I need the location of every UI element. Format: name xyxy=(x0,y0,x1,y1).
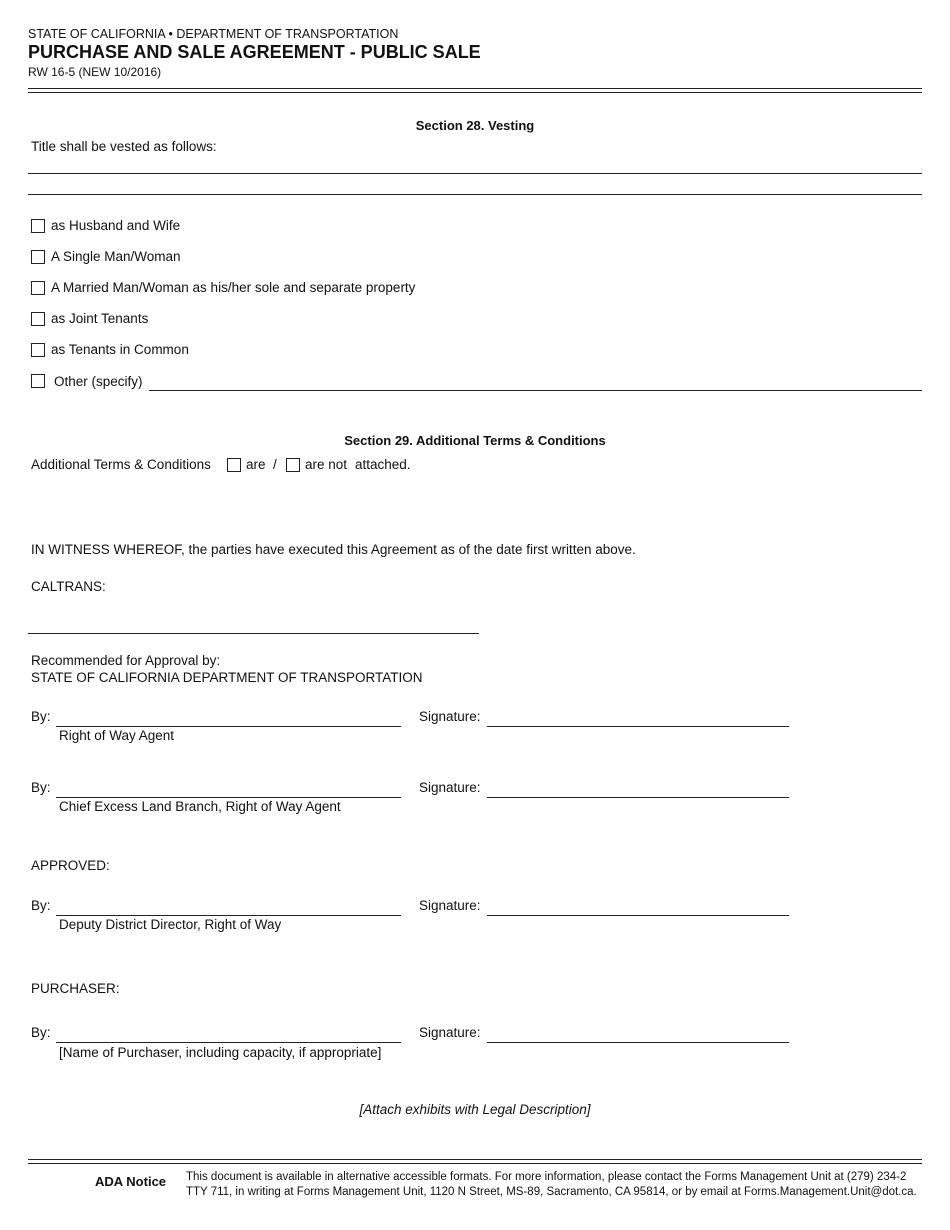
terms-label: Additional Terms & Conditions xyxy=(31,457,211,472)
approved-label: APPROVED: xyxy=(31,858,110,873)
checkbox-husband-wife[interactable] xyxy=(31,219,45,233)
vesting-line-2[interactable] xyxy=(28,194,922,195)
option-joint-tenants: as Joint Tenants xyxy=(51,311,149,326)
section28-heading: Section 28. Vesting xyxy=(415,118,535,133)
ada-notice-title: ADA Notice xyxy=(95,1174,167,1189)
header-rule-top xyxy=(28,88,922,89)
other-specify-line[interactable] xyxy=(149,390,922,391)
ada-notice-body xyxy=(186,1170,950,1200)
caltrans-label: CALTRANS: xyxy=(31,579,106,594)
deputy-name-line[interactable] xyxy=(56,915,401,916)
checkbox-married-separate[interactable] xyxy=(31,281,45,295)
purchaser-title: [Name of Purchaser, including capacity, if appropriate] xyxy=(59,1045,382,1060)
option-single: A Single Man/Woman xyxy=(51,249,181,264)
terms-attached: attached. xyxy=(355,457,411,472)
ada-notice-line1: This document is available in alternative accessible formats. For more information, please contact the Forms Management Unit at (279) 234-2 xyxy=(186,1171,907,1183)
caltrans-signature-line[interactable] xyxy=(28,633,479,634)
by-label: By: xyxy=(31,709,51,724)
deputy-signature-line[interactable] xyxy=(487,915,789,916)
option-other: Other (specify) xyxy=(54,374,143,389)
terms-are-not: are not xyxy=(305,457,348,472)
form-number: RW 16-5 (NEW 10/2016) xyxy=(28,65,162,79)
signature-label: Signature: xyxy=(419,1025,481,1040)
checkbox-terms-are-not[interactable] xyxy=(286,458,300,472)
signature-label: Signature: xyxy=(419,709,481,724)
by-label: By: xyxy=(31,780,51,795)
checkbox-single[interactable] xyxy=(31,250,45,264)
vesting-line-1[interactable] xyxy=(28,173,922,174)
agency-name: STATE OF CALIFORNIA • DEPARTMENT OF TRANSPORTATION xyxy=(28,27,399,41)
by-label: By: xyxy=(31,898,51,913)
chief-signature-line[interactable] xyxy=(487,797,789,798)
recommended-line2: STATE OF CALIFORNIA DEPARTMENT OF TRANSPORTATION xyxy=(31,670,423,685)
agent-signature-line[interactable] xyxy=(487,726,789,727)
witness-statement: IN WITNESS WHEREOF, the parties have executed this Agreement as of the date first written above. xyxy=(31,542,636,557)
option-married-separate: A Married Man/Woman as his/her sole and separate property xyxy=(51,280,416,295)
deputy-title: Deputy District Director, Right of Way xyxy=(59,917,282,932)
section29-heading: Section 29. Additional Terms & Conditions xyxy=(344,433,606,448)
form-title: PURCHASE AND SALE AGREEMENT - PUBLIC SALE xyxy=(28,42,481,62)
by-label: By: xyxy=(31,1025,51,1040)
footer-rule-top xyxy=(28,1159,922,1160)
checkbox-tenants-common[interactable] xyxy=(31,343,45,357)
exhibits-note: [Attach exhibits with Legal Description] xyxy=(359,1102,591,1117)
terms-are: are xyxy=(246,457,266,472)
agent-name-line[interactable] xyxy=(56,726,401,727)
chief-name-line[interactable] xyxy=(56,797,401,798)
agent-title: Right of Way Agent xyxy=(59,728,175,743)
ada-notice-line2: TTY 711, in writing at Forms Management Unit, 1120 N Street, MS-89, Sacramento, CA 95814, or by email at Forms.Management.Unit@dot.ca. xyxy=(186,1186,917,1198)
footer-rule-bottom xyxy=(28,1163,922,1164)
purchaser-label: PURCHASER: xyxy=(31,981,120,996)
vesting-intro: Title shall be vested as follows: xyxy=(31,139,217,154)
purchaser-signature-line[interactable] xyxy=(487,1042,789,1043)
signature-label: Signature: xyxy=(419,780,481,795)
purchaser-name-line[interactable] xyxy=(56,1042,401,1043)
checkbox-joint-tenants[interactable] xyxy=(31,312,45,326)
header-rule-bottom xyxy=(28,92,922,93)
recommended-line1: Recommended for Approval by: xyxy=(31,653,221,668)
checkbox-terms-are[interactable] xyxy=(227,458,241,472)
terms-slash: / xyxy=(273,457,277,472)
signature-label: Signature: xyxy=(419,898,481,913)
chief-title: Chief Excess Land Branch, Right of Way Agent xyxy=(59,799,341,814)
checkbox-other[interactable] xyxy=(31,374,45,388)
option-tenants-common: as Tenants in Common xyxy=(51,342,189,357)
option-husband-wife: as Husband and Wife xyxy=(51,218,181,233)
